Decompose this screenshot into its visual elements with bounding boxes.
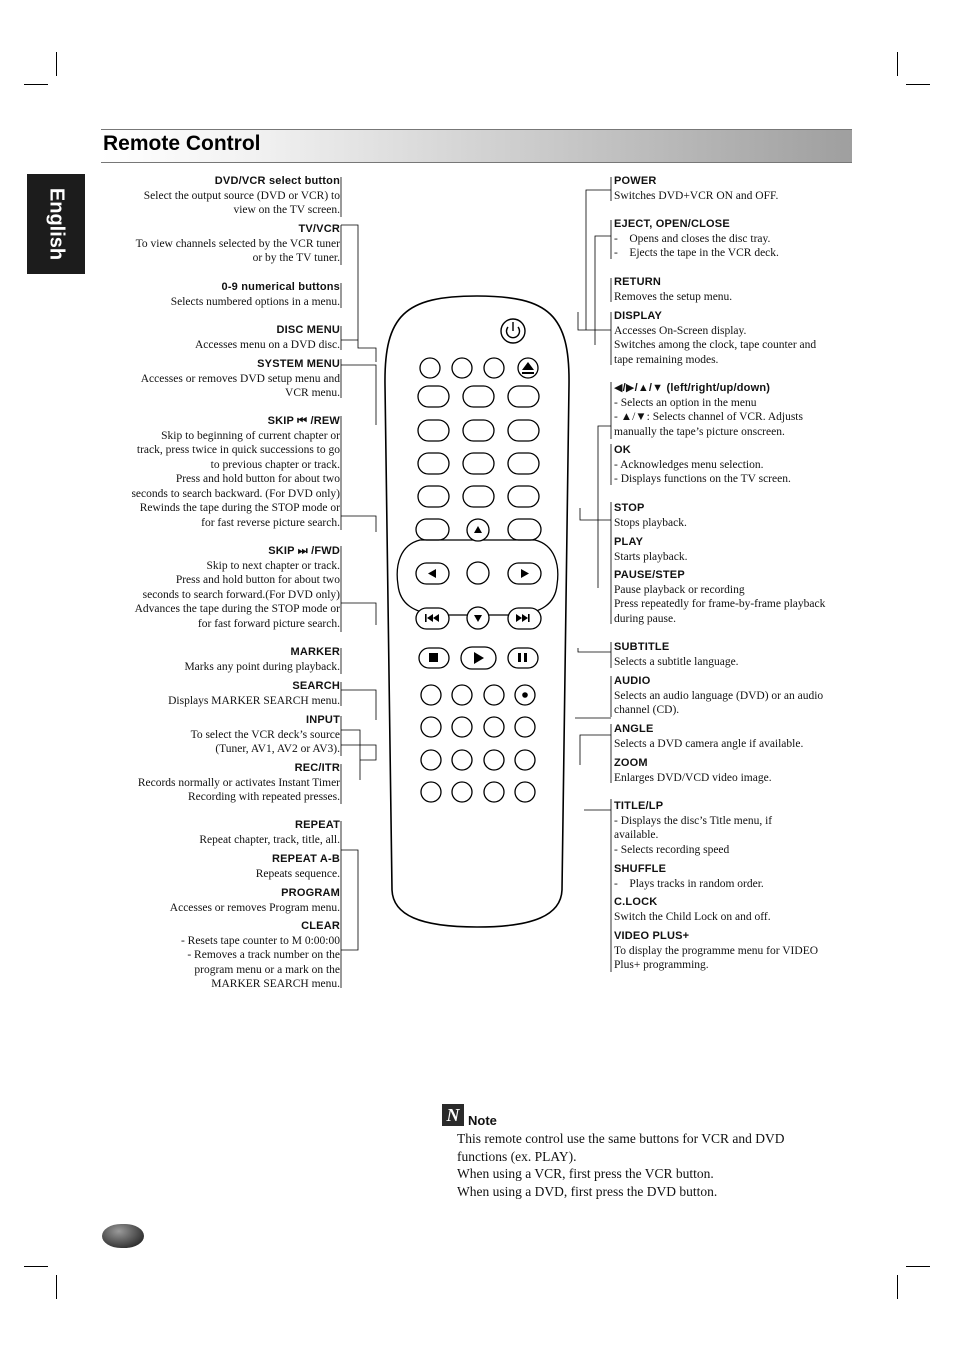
record-dot-icon: [522, 692, 528, 698]
desc-shuffle: SHUFFLE - Plays tracks in random order.: [614, 863, 764, 890]
desc-repeat: REPEAT Repeat chapter, track, title, all.: [199, 819, 340, 846]
arrow-left-button[interactable]: [416, 563, 449, 584]
c-lock-button[interactable]: [484, 782, 504, 802]
audio-button[interactable]: [484, 717, 504, 737]
desc-program: PROGRAM Accesses or removes Program menu.: [169, 887, 340, 914]
desc-ok: OK - Acknowledges menu selection. - Displays functions on the TV screen.: [614, 444, 791, 485]
display-button[interactable]: [508, 486, 539, 507]
arrow-right-button[interactable]: [508, 563, 541, 584]
remote-button-9[interactable]: [508, 453, 539, 474]
desc-arrows: ◀/▶/▲/▼ (left/right/up/down) - Selects an option in the menu - ▲/▼: Selects channel of VCR. Adjusts manually the tape’s picture onscreen.: [614, 382, 803, 438]
video-plus-button[interactable]: [515, 782, 535, 802]
search-button[interactable]: [452, 685, 472, 705]
desc-tv-vcr: TV/VCR To view channels selected by the VCR tuner or by the TV tuner.: [135, 223, 340, 264]
remote-button-7[interactable]: [418, 453, 449, 474]
desc-power: POWER Switches DVD+VCR ON and OFF.: [614, 175, 779, 202]
desc-stop: STOP Stops playback.: [614, 502, 687, 529]
subtitle-button[interactable]: [452, 717, 472, 737]
stop-button[interactable]: [419, 648, 449, 668]
desc-numerical-buttons: 0-9 numerical buttons Selects numbered options in a menu.: [170, 281, 340, 308]
play-button[interactable]: [461, 647, 496, 669]
desc-display: DISPLAY Accesses On-Screen display. Switches among the clock, tape counter and tape remaining modes.: [614, 310, 817, 366]
desc-angle: ANGLE Selects a DVD camera angle if available.: [614, 723, 804, 750]
eject-button[interactable]: [518, 358, 538, 378]
remote-button-2[interactable]: [463, 386, 494, 407]
power-button[interactable]: [501, 319, 525, 343]
skip-rew-button[interactable]: [416, 608, 449, 629]
note-title: Note: [468, 1113, 497, 1128]
input-top-button[interactable]: [484, 358, 504, 378]
desc-search: SEARCH Displays MARKER SEARCH menu.: [168, 680, 340, 707]
skip-fwd-button[interactable]: [508, 608, 541, 629]
desc-input: INPUT To select the VCR deck’s source (Tuner, AV1, AV2 or AV3).: [190, 714, 340, 755]
remote-button-6[interactable]: [508, 420, 539, 441]
note-icon: N: [442, 1104, 464, 1126]
arrow-up-button[interactable]: [467, 519, 489, 541]
clear-button[interactable]: [452, 782, 472, 802]
disc-menu-button[interactable]: [418, 486, 449, 507]
desc-clear: CLEAR - Resets tape counter to M 0:00:00 - Removes a track number on the program menu or a mark on the MARKER SEARCH menu.: [180, 920, 340, 990]
desc-system-menu: SYSTEM MENU Accesses or removes DVD setup menu and VCR menu.: [140, 358, 340, 399]
return-menu-button[interactable]: [508, 519, 541, 540]
desc-repeat-ab: REPEAT A-B Repeats sequence.: [255, 853, 340, 880]
return-button[interactable]: [508, 386, 539, 407]
desc-skip-rew: SKIP ⏮ /REW Skip to beginning of current chapter or track, press twice in quick successions to go to previous chapter or track. Press and hold button for about two seconds to search backward. (For DVD only) Rewinds the tape during the STOP mode or for fast reverse picture search.: [131, 415, 340, 529]
desc-skip-fwd: SKIP ⏭ /FWD Skip to next chapter or track. Press and hold button for about two seconds to search forward.(For DVD only) Advances the tape during the STOP mode or for fast forward picture search.: [134, 545, 340, 630]
page-title: Remote Control: [103, 132, 261, 155]
repeat-button[interactable]: [421, 717, 441, 737]
desc-zoom: ZOOM Enlarges DVD/VCD video image.: [614, 757, 772, 784]
note-text: This remote control use the same buttons for VCR and DVD functions (ex. PLAY). When using a VCR, first press the VCR button. When using a DVD, first press the DVD button.: [457, 1131, 785, 1199]
arrow-down-button[interactable]: [467, 607, 489, 629]
remote-button-8[interactable]: [463, 453, 494, 474]
ok-button[interactable]: [467, 562, 489, 584]
program-button[interactable]: [421, 782, 441, 802]
remote-button-1[interactable]: [418, 386, 449, 407]
remote-button-5[interactable]: [463, 420, 494, 441]
desc-c-lock: C.LOCK Switch the Child Lock on and off.: [614, 896, 771, 923]
marker-button[interactable]: [421, 685, 441, 705]
desc-dvd-vcr-select: DVD/VCR select button Select the output source (DVD or VCR) to view on the TV screen.: [143, 175, 340, 216]
dvd-vcr-select-button[interactable]: [420, 358, 440, 378]
remote-button-4[interactable]: [418, 420, 449, 441]
desc-marker: MARKER Marks any point during playback.: [184, 646, 340, 673]
title-lp-button[interactable]: [484, 750, 504, 770]
pause-step-button[interactable]: [508, 648, 538, 668]
desc-rec-itr: REC/ITR Records normally or activates Instant Timer Recording with repeated presses.: [137, 762, 340, 803]
language-tab-label: English: [45, 187, 68, 261]
desc-title-lp: TITLE/LP - Displays the disc’s Title menu, if available. - Selects recording speed: [614, 800, 773, 856]
repeat-ab-button[interactable]: [421, 750, 441, 770]
remote-button-0[interactable]: [463, 486, 494, 507]
system-menu-button[interactable]: [416, 519, 449, 540]
desc-return: RETURN Removes the setup menu.: [614, 276, 733, 303]
angle-button[interactable]: [515, 717, 535, 737]
desc-eject: EJECT, OPEN/CLOSE - Opens and closes the disc tray. - Ejects the tape in the VCR deck.: [614, 218, 779, 259]
tv-vcr-button[interactable]: [452, 358, 472, 378]
desc-audio: AUDIO Selects an audio language (DVD) or an audio channel (CD).: [614, 675, 824, 716]
zoom-button[interactable]: [452, 750, 472, 770]
stop-icon: [429, 653, 438, 662]
shuffle-button[interactable]: [515, 750, 535, 770]
desc-pause-step: PAUSE/STEP Pause playback or recording Press repeatedly for frame-by-frame playback during pause.: [614, 569, 826, 625]
input-button[interactable]: [484, 685, 504, 705]
desc-play: PLAY Starts playback.: [614, 536, 688, 563]
desc-video-plus: VIDEO PLUS+ To display the programme menu for VIDEO Plus+ programming.: [614, 930, 819, 971]
page-number-badge: [102, 1224, 144, 1248]
desc-subtitle: SUBTITLE Selects a subtitle language.: [614, 641, 739, 668]
desc-disc-menu: DISC MENU Accesses menu on a DVD disc.: [195, 324, 340, 351]
